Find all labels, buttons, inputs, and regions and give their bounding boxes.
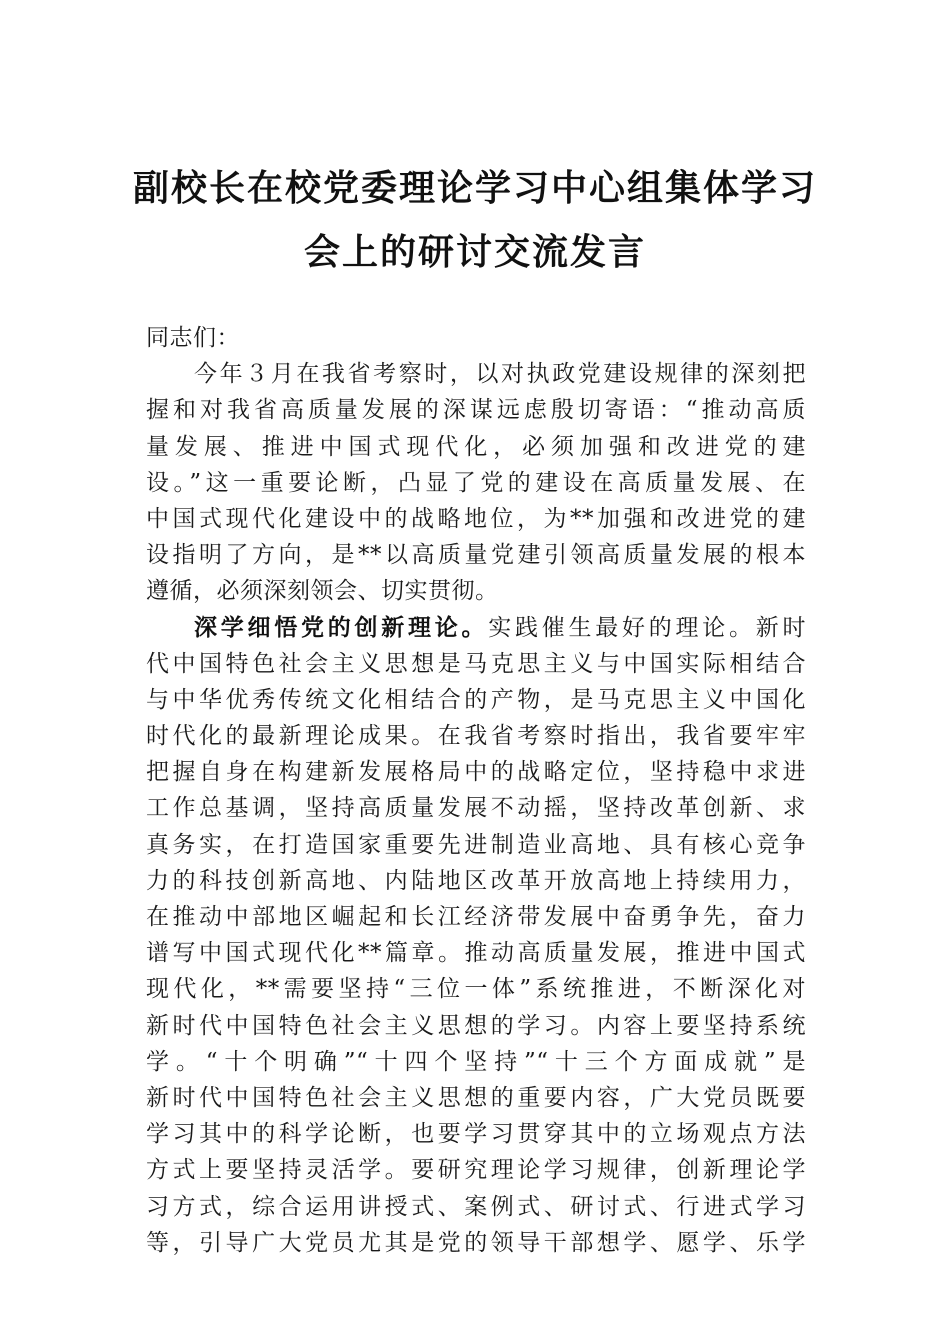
paragraph-line: 学习其中的科学论断，也要学习贯穿其中的立场观点方法 — [146, 1121, 806, 1148]
paragraph-line: 设指明了方向，是**以高质量党建引领高质量发展的根本 — [146, 542, 806, 569]
paragraph-line: 新时代中国特色社会主义思想的重要内容，广大党员既要 — [146, 1084, 806, 1111]
paragraph-line: 遵循，必须深刻领会、切实贯彻。 — [146, 578, 499, 605]
paragraph-line: 中国式现代化建设中的战略地位，为**加强和改进党的建 — [146, 505, 806, 532]
paragraph-line: 新时代中国特色社会主义思想的学习。内容上要坚持系统 — [146, 1012, 806, 1039]
paragraph-1 — [146, 356, 806, 609]
paragraph-line: 工作总基调，坚持高质量发展不动摇，坚持改革创新、求 — [146, 795, 806, 822]
paragraph-line: 现代化，**需要坚持“三位一体”系统推进，不断深化对 — [146, 976, 806, 1003]
paragraph-line: 与中华优秀传统文化相结合的产物，是马克思主义中国化 — [146, 686, 806, 713]
salutation: 同志们： — [146, 325, 240, 351]
document-title — [120, 156, 830, 284]
paragraph-line: 等，引导广大党员尤其是党的领导干部想学、愿学、乐学 — [146, 1229, 806, 1256]
paragraph-2 — [146, 610, 806, 1261]
paragraph-line: 学。“十个明确”“十四个坚持”“十三个方面成就”是 — [146, 1048, 806, 1075]
title-line-2: 会上的研讨交流发言 — [303, 231, 646, 273]
paragraph-line: 把握自身在构建新发展格局中的战略定位，坚持稳中求进 — [146, 759, 806, 786]
paragraph-line: 在推动中部地区崛起和长江经济带发展中奋勇争先，奋力 — [146, 904, 806, 930]
paragraph-line: 习方式，综合运用讲授式、案例式、研讨式、行进式学习 — [146, 1193, 806, 1220]
paragraph-line: 谱写中国式现代化**篇章。推动高质量发展，推进中国式 — [146, 940, 806, 967]
title-line-1: 副校长在校党委理论学习中心组集体学习 — [132, 167, 817, 209]
paragraph-first-line-text: 实践催生最好的理论。新时 — [488, 614, 806, 641]
paragraph-line: 代中国特色社会主义思想是马克思主义与中国实际相结合 — [146, 650, 806, 677]
document-body — [146, 320, 806, 1261]
paragraph-heading: 深学细悟党的创新理论。 — [194, 614, 489, 641]
paragraph-line: 力的科技创新高地、内陆地区改革开放高地上持续用力， — [146, 867, 806, 894]
paragraph-line: 今年３月在我省考察时，以对执政党建设规律的深刻把 — [194, 361, 806, 388]
paragraph-line: 时代化的最新理论成果。在我省考察时指出，我省要牢牢 — [146, 723, 806, 750]
paragraph-line: 设。”这一重要论断，凸显了党的建设在高质量发展、在 — [146, 469, 806, 496]
paragraph-line: 方式上要坚持灵活学。要研究理论学习规律，创新理论学 — [146, 1157, 806, 1184]
paragraph-line: 量发展、推进中国式现代化，必须加强和改进党的建 — [146, 433, 806, 460]
paragraph-line: 真务实，在打造国家重要先进制造业高地、具有核心竞争 — [146, 831, 806, 858]
paragraph-line: 握和对我省高质量发展的深谋远虑殷切寄语：“推动高质 — [146, 397, 806, 424]
paragraph-first-line — [146, 610, 806, 646]
